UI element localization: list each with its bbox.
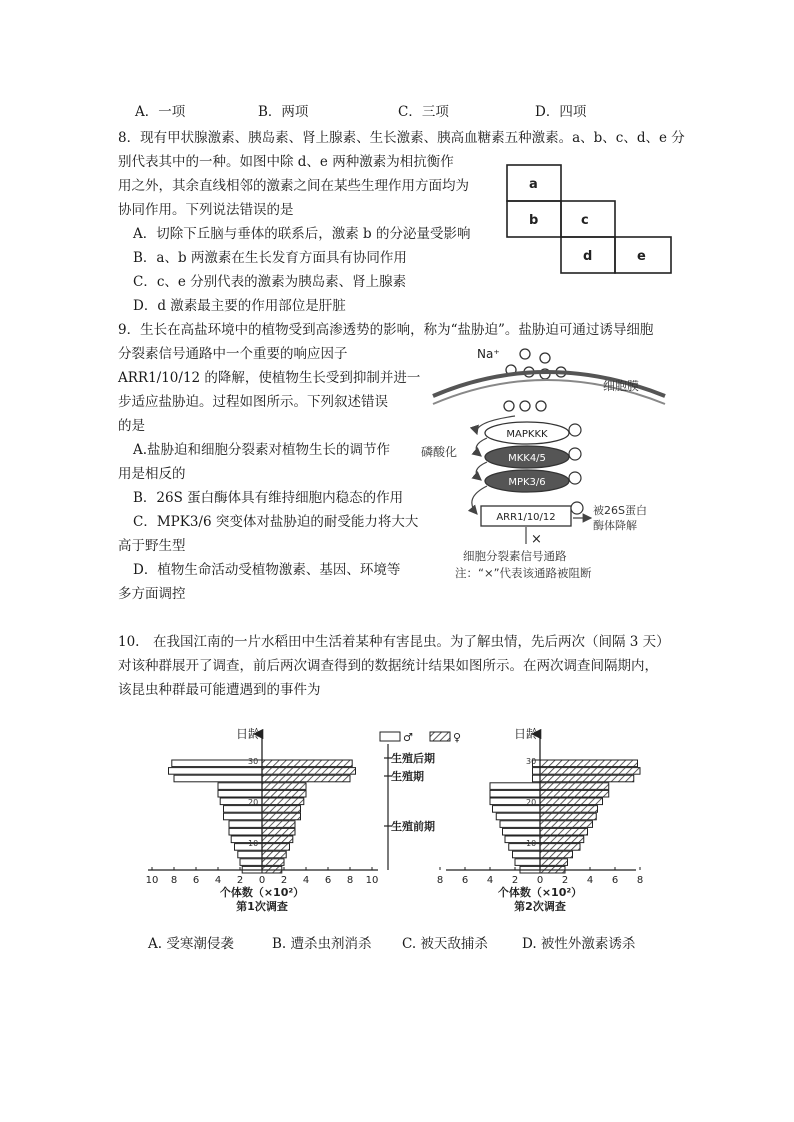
bar-male-age-1: [533, 768, 541, 775]
phosphate-circle-2: [569, 448, 581, 460]
y-tick-20: 20: [248, 798, 259, 808]
y-axis-label: 日龄: [514, 727, 539, 741]
chart-survey-1: [146, 726, 379, 913]
stage-label-1: 生殖期: [391, 770, 424, 783]
bar-male-age-3: [218, 783, 262, 790]
bar-male-age-2: [533, 775, 541, 782]
q10-stem-line2: 对该种群展开了调查，前后两次调查得到的数据统计结果如图所示。在两次调查间隔期内，: [118, 658, 658, 674]
q8-option-a: A．切除下丘脑与垂体的联系后，激素 b 的分泌量受影响: [133, 226, 471, 242]
na-ion-label: Na⁺: [477, 347, 500, 361]
mpk36-label: MPK3/6: [508, 477, 546, 488]
bar-male-age-12: [513, 851, 541, 858]
bar-male-age-12: [238, 851, 262, 858]
bar-female-age-3: [540, 783, 609, 790]
x-tick-0: 10: [145, 875, 159, 886]
bar-female-age-10: [262, 836, 293, 843]
q7-option-b: B．两项: [258, 104, 309, 120]
mapkkk-label: MAPKKK: [506, 429, 548, 440]
bar-female-age-4: [540, 790, 609, 797]
q9-option-d: D．植物生命活动受植物激素、基因、环境等: [133, 562, 401, 578]
q9-stem-line3: ARR1/10/12 的降解，使植物生长受到抑制并进一: [118, 370, 421, 386]
x-tick-8: 6: [324, 875, 332, 886]
q9-option-c-cont: 高于野生型: [118, 538, 186, 554]
q9-stem-line1: 9．生长在高盐环境中的植物受到高渗透势的影响，称为“盐胁迫”。盐胁迫可通过诱导细胞: [118, 322, 654, 338]
bar-male-age-7: [496, 813, 540, 820]
q7-option-a: A．一项: [135, 104, 186, 120]
bar-female-age-8: [540, 821, 593, 828]
chart-title: 第1次调查: [236, 900, 288, 913]
chart-survey-2: [437, 726, 643, 913]
bar-female-age-1: [262, 768, 356, 775]
grid-label-d: d: [583, 249, 593, 264]
cytokinin-pathway-label: 细胞分裂素信号通路: [463, 549, 567, 563]
q10-option-b: B. 遭杀虫剂消杀: [272, 936, 372, 952]
phosphorylation-label: 磷酸化: [421, 445, 458, 459]
q8-stem-line4: 协同作用。下列说法错误的是: [118, 202, 294, 218]
q10-stem-line3: 该昆虫种群最可能遭遇到的事件为: [118, 682, 321, 698]
y-tick-10: 10: [526, 839, 537, 849]
stage-label-2: 生殖前期: [391, 820, 435, 833]
y-axis-label: 日龄: [236, 727, 261, 741]
arr-label: ARR1/10/12: [496, 512, 556, 523]
bar-female-age-0: [262, 760, 352, 767]
q7-option-d: D．四项: [535, 104, 587, 120]
chart-legend: [380, 731, 461, 870]
x-tick-10: 10: [365, 875, 379, 886]
bar-male-age-8: [229, 821, 262, 828]
grid-label-b: b: [529, 213, 539, 228]
bar-female-age-8: [262, 821, 295, 828]
q9-option-d-cont: 多方面调控: [118, 586, 186, 602]
x-tick-0: 8: [436, 875, 444, 886]
age-structure-charts: [140, 722, 680, 922]
bar-female-age-11: [262, 844, 290, 851]
phosphate-circle-1: [569, 424, 581, 436]
phosphorylation-arrow-3: [476, 462, 487, 480]
bar-male-age-4: [490, 790, 540, 797]
bar-female-age-13: [540, 859, 568, 866]
x-tick-5: 2: [561, 875, 569, 886]
q10-option-a: A. 受寒潮侵袭: [148, 936, 234, 952]
bar-male-age-13: [515, 859, 540, 866]
x-tick-6: 4: [586, 875, 594, 886]
blocked-mark: ×: [531, 532, 542, 547]
q9-stem-line5: 的是: [118, 418, 145, 434]
phosphate-circle-3: [569, 472, 581, 484]
bar-female-age-12: [262, 851, 286, 858]
bar-female-age-5: [262, 798, 304, 805]
q8-option-d: D．d 激素最主要的作用部位是肝脏: [133, 298, 346, 314]
q9-option-a-cont: 用是相反的: [118, 466, 186, 482]
x-tick-9: 8: [346, 875, 354, 886]
hormone-grid-diagram: [505, 163, 675, 275]
q9-stem-line2: 分裂素信号通路中一个重要的响应因子: [118, 346, 348, 362]
bar-male-age-1: [169, 768, 263, 775]
diagram-note: 注：“×”代表该通路被阻断: [455, 566, 592, 580]
degradation-label-2: 酶体降解: [593, 519, 637, 532]
grid-label-c: c: [581, 213, 589, 228]
grid-label-a: a: [529, 177, 538, 192]
bar-male-age-13: [240, 859, 262, 866]
q8-option-b: B．a、b 两激素在生长发育方面具有协同作用: [133, 250, 407, 266]
q8-stem-line3: 用之外，其余直线相邻的激素之间在某些生理作用方面均为: [118, 178, 469, 194]
bar-male-age-7: [224, 813, 263, 820]
q9-option-c: C．MPK3/6 突变体对盐胁迫的耐受能力将大大: [133, 514, 419, 530]
q9-stem-line4: 步适应盐胁迫。过程如图所示。下列叙述错误: [118, 394, 388, 410]
x-axis-label: 个体数（×10²）: [219, 886, 305, 899]
x-axis-label: 个体数（×10²）: [497, 886, 583, 899]
phosphorylation-arrow-2: [476, 438, 487, 456]
phosphate-circle-4: [571, 502, 583, 514]
x-tick-3: 2: [511, 875, 519, 886]
mkk45-label: MKK4/5: [508, 453, 546, 464]
y-tick-30: 30: [248, 757, 259, 766]
x-tick-3: 4: [214, 875, 222, 886]
q10-option-c: C. 被天敌捕杀: [402, 936, 488, 952]
bar-female-age-12: [540, 851, 573, 858]
legend-female-label: ♀: [453, 731, 462, 744]
bar-female-age-3: [262, 783, 306, 790]
cell-membrane-label: 细胞膜: [603, 379, 640, 393]
stage-label-0: 生殖后期: [391, 752, 435, 765]
q9-option-a: A.盐胁迫和细胞分裂素对植物生长的调节作: [133, 442, 391, 458]
legend-female-swatch: [430, 732, 450, 741]
q8-stem-line1: 8．现有甲状腺激素、胰岛素、肾上腺素、生长激素、胰高血糖素五种激素。a、b、c、d、e 分: [118, 130, 685, 146]
bar-female-age-10: [540, 836, 584, 843]
x-tick-1: 6: [461, 875, 469, 886]
q10-option-d: D. 被性外激素诱杀: [522, 936, 636, 952]
x-tick-8: 8: [636, 875, 644, 886]
na-ions-inside: [504, 401, 546, 411]
y-tick-30: 30: [526, 757, 537, 766]
bar-female-age-1: [540, 768, 640, 775]
q9-option-b: B．26S 蛋白酶体具有维持细胞内稳态的作用: [133, 490, 404, 506]
bar-male-age-2: [174, 775, 262, 782]
bar-female-age-7: [262, 813, 301, 820]
y-tick-20: 20: [526, 798, 537, 808]
q10-stem-line1: 10. 在我国江南的一片水稻田中生活着某种有害昆虫。为了解虫情，先后两次（间隔 3 天）: [118, 634, 670, 650]
bar-female-age-7: [540, 813, 596, 820]
bar-female-age-6: [540, 806, 598, 813]
bar-male-age-9: [229, 828, 262, 835]
bar-female-age-4: [262, 790, 306, 797]
q7-option-c: C．三项: [398, 104, 449, 120]
legend-male-swatch: [380, 732, 400, 741]
x-tick-1: 8: [170, 875, 178, 886]
x-tick-4: 2: [236, 875, 244, 886]
bar-male-age-9: [503, 828, 541, 835]
x-tick-7: 6: [611, 875, 619, 886]
q8-option-c: C．c、e 分别代表的激素为胰岛素、肾上腺素: [133, 274, 407, 290]
grid-label-e: e: [637, 249, 646, 264]
q8-stem-line2: 别代表其中的一种。如图中除 d、e 两种激素为相抗衡作: [118, 154, 454, 170]
x-tick-2: 4: [486, 875, 494, 886]
bar-female-age-6: [262, 806, 301, 813]
salt-stress-pathway-diagram: [415, 338, 675, 588]
bar-male-age-3: [490, 783, 540, 790]
bar-male-age-8: [500, 821, 540, 828]
bar-female-age-9: [262, 828, 295, 835]
x-tick-2: 6: [192, 875, 200, 886]
bar-male-age-4: [218, 790, 262, 797]
bar-female-age-2: [262, 775, 350, 782]
bar-female-age-2: [540, 775, 634, 782]
bar-female-age-13: [262, 859, 284, 866]
legend-male-label: ♂: [403, 731, 413, 744]
bar-female-age-5: [540, 798, 603, 805]
chart-title: 第2次调查: [514, 900, 566, 913]
y-tick-10: 10: [248, 839, 259, 849]
x-tick-5: 0: [258, 875, 266, 886]
bar-female-age-0: [540, 760, 638, 767]
x-tick-4: 0: [536, 875, 544, 886]
degradation-label-1: 被26S蛋白: [593, 504, 647, 517]
bar-female-age-9: [540, 828, 588, 835]
bar-female-age-11: [540, 844, 580, 851]
x-tick-7: 4: [302, 875, 310, 886]
x-tick-6: 2: [280, 875, 288, 886]
